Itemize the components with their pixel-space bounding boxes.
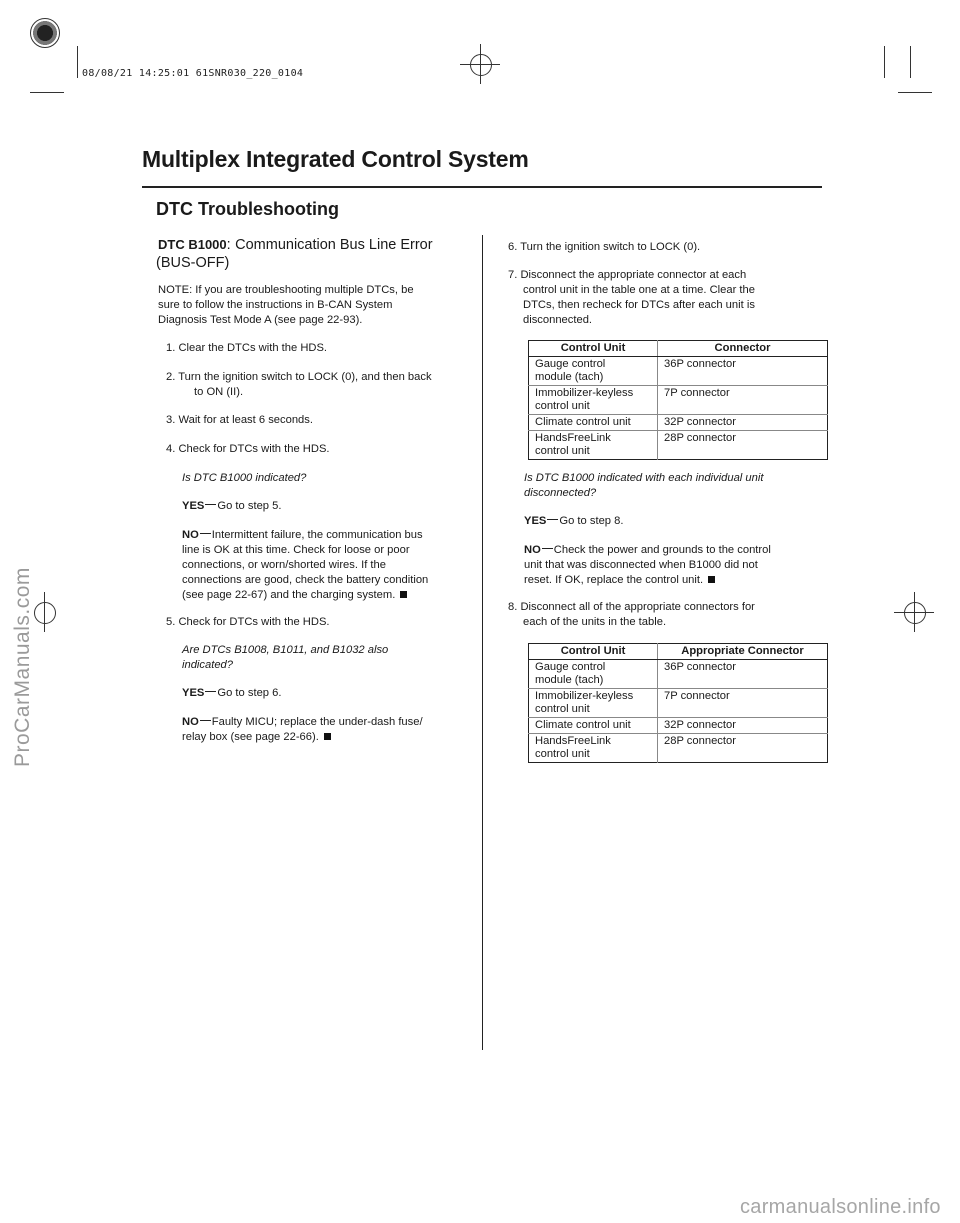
yes-key: YES xyxy=(182,687,205,699)
crop-mark xyxy=(30,92,64,93)
step-text: Turn the ignition switch to LOCK (0), and then back xyxy=(178,371,432,383)
step-4 xyxy=(166,442,476,457)
end-mark-icon xyxy=(324,733,331,740)
crop-mark xyxy=(460,64,500,65)
registration-target-top-left xyxy=(30,18,60,48)
no-text: Intermittent failure, the communication bus xyxy=(211,529,423,541)
table-cell: 7P connector xyxy=(658,386,828,415)
step-text: Check for DTCs with the HDS. xyxy=(178,443,330,455)
no-text: relay box (see page 22-66). xyxy=(182,731,319,743)
section-title: DTC Troubleshooting xyxy=(156,199,339,219)
step-text: each of the units in the table. xyxy=(523,616,667,628)
step-text: Turn the ignition switch to LOCK (0). xyxy=(520,241,701,253)
step-number: 3. xyxy=(166,414,176,426)
table-header: Connector xyxy=(658,341,828,357)
table-row xyxy=(529,415,828,431)
table-cell: Climate control unit xyxy=(529,415,658,431)
table-row xyxy=(529,734,828,763)
print-stamp: 08/08/21 14:25:01 61SNR030_220_0104 xyxy=(82,68,304,79)
step-text: Disconnect the appropriate connector at each xyxy=(520,269,747,281)
step-2 xyxy=(166,370,476,400)
note-line: sure to follow the instructions in B-CAN System xyxy=(158,299,393,311)
table-cell: Gauge control module (tach) xyxy=(529,660,658,689)
step-number: 8. xyxy=(508,601,518,613)
no-text: unit that was disconnected when B1000 did not xyxy=(524,559,758,571)
step-number: 7. xyxy=(508,269,518,281)
table-row xyxy=(529,431,828,460)
table-cell: Immobilizer-keyless control unit xyxy=(529,689,658,718)
crop-mark xyxy=(44,592,45,632)
dtc-code: DTC B1000 xyxy=(158,237,227,252)
answer-yes-4 xyxy=(182,499,281,514)
dash xyxy=(200,533,211,534)
step-number: 2. xyxy=(166,371,176,383)
step-1 xyxy=(166,341,476,356)
step-number: 6. xyxy=(508,241,518,253)
question-5 xyxy=(182,643,388,673)
table-cell: Climate control unit xyxy=(529,718,658,734)
control-unit-table-1 xyxy=(528,340,828,460)
question-line: indicated? xyxy=(182,659,234,671)
no-text: connections, or worn/shorted wires. If the xyxy=(182,559,386,571)
dash xyxy=(205,504,216,505)
table-header: Control Unit xyxy=(529,341,658,357)
registration-crosshair xyxy=(34,602,56,624)
step-text: Check for DTCs with the HDS. xyxy=(178,616,330,628)
step-number: 1. xyxy=(166,342,176,354)
answer-no-4 xyxy=(182,528,482,603)
table-cell: 36P connector xyxy=(658,660,828,689)
step-3 xyxy=(166,413,476,428)
table-cell: 28P connector xyxy=(658,734,828,763)
step-text: Wait for at least 6 seconds. xyxy=(178,414,313,426)
table-cell: Immobilizer-keyless control unit xyxy=(529,386,658,415)
step-text: Clear the DTCs with the HDS. xyxy=(178,342,328,354)
no-key: NO xyxy=(182,716,199,728)
step-text: DTCs, then recheck for DTCs after each unit is xyxy=(523,299,755,311)
step-5 xyxy=(166,615,476,630)
step-number: 5. xyxy=(166,616,176,628)
note-text xyxy=(158,283,478,328)
step-text: control unit in the table one at a time. Clear the xyxy=(523,284,755,296)
no-text: reset. If OK, replace the control unit. xyxy=(524,574,704,586)
no-text: (see page 22-67) and the charging system. xyxy=(182,589,396,601)
question-line: disconnected? xyxy=(524,487,597,499)
no-key: NO xyxy=(524,544,541,556)
side-watermark: ProCarManuals.com xyxy=(11,567,34,767)
no-text: connections are good, check the battery condition xyxy=(182,574,429,586)
crop-mark xyxy=(894,612,934,613)
question-7 xyxy=(524,471,763,501)
note-line: Diagnosis Test Mode A (see page 22-93). xyxy=(158,314,363,326)
note-line: NOTE: If you are troubleshooting multiple DTCs, be xyxy=(158,284,414,296)
no-key: NO xyxy=(182,529,199,541)
dash xyxy=(547,519,558,520)
step-text: disconnected. xyxy=(523,314,593,326)
page-title: Multiplex Integrated Control System xyxy=(142,146,529,172)
table-cell: 36P connector xyxy=(658,357,828,386)
step-6 xyxy=(508,240,818,255)
table-cell: HandsFreeLink control unit xyxy=(529,431,658,460)
yes-key: YES xyxy=(182,500,205,512)
question-4: Is DTC B1000 indicated? xyxy=(182,472,307,484)
step-text: to ON (II). xyxy=(194,386,244,398)
step-8 xyxy=(508,600,818,630)
crop-mark xyxy=(898,92,932,93)
table-row xyxy=(529,689,828,718)
step-text: Disconnect all of the appropriate connectors for xyxy=(520,601,755,613)
answer-no-7 xyxy=(524,543,824,588)
step-7 xyxy=(508,268,818,328)
table-cell: 28P connector xyxy=(658,431,828,460)
table-row xyxy=(529,718,828,734)
dtc-description: Communication Bus Line Error xyxy=(235,237,433,253)
yes-key: YES xyxy=(524,515,547,527)
dash xyxy=(205,691,216,692)
dtc-heading xyxy=(158,236,478,272)
crop-mark xyxy=(77,46,78,78)
table-cell: HandsFreeLink control unit xyxy=(529,734,658,763)
step-number: 4. xyxy=(166,443,176,455)
answer-no-5 xyxy=(182,715,482,745)
dash xyxy=(542,548,553,549)
table-cell: 32P connector xyxy=(658,415,828,431)
table-header: Appropriate Connector xyxy=(658,644,828,660)
column-divider xyxy=(482,235,483,1050)
table-cell: 7P connector xyxy=(658,689,828,718)
title-rule xyxy=(142,186,822,188)
no-text: Faulty MICU; replace the under-dash fuse/ xyxy=(211,716,423,728)
question-line: Are DTCs B1008, B1011, and B1032 also xyxy=(182,644,389,656)
control-unit-table-2 xyxy=(528,643,828,763)
table-row xyxy=(529,386,828,415)
answer-yes-5 xyxy=(182,686,281,701)
end-mark-icon xyxy=(400,591,407,598)
end-mark-icon xyxy=(708,576,715,583)
yes-text: Go to step 8. xyxy=(559,515,624,527)
table-cell: 32P connector xyxy=(658,718,828,734)
yes-text: Go to step 5. xyxy=(217,500,282,512)
question-line: Is DTC B1000 indicated with each individual unit xyxy=(524,472,764,484)
table-row xyxy=(529,357,828,386)
crop-mark xyxy=(884,46,885,78)
no-text: line is OK at this time. Check for loose or poor xyxy=(182,544,410,556)
dtc-description-line2: (BUS-OFF) xyxy=(156,255,230,271)
footer-watermark: carmanualsonline.info xyxy=(740,1196,941,1218)
crop-mark xyxy=(910,46,911,78)
table-header: Control Unit xyxy=(529,644,658,660)
registration-crosshair xyxy=(470,54,492,76)
table-cell: Gauge control module (tach) xyxy=(529,357,658,386)
yes-text: Go to step 6. xyxy=(217,687,282,699)
dtc-colon: : xyxy=(226,237,231,253)
no-text: Check the power and grounds to the control xyxy=(553,544,771,556)
registration-crosshair xyxy=(904,602,926,624)
answer-yes-7 xyxy=(524,514,623,529)
dash xyxy=(200,720,211,721)
table-row xyxy=(529,660,828,689)
